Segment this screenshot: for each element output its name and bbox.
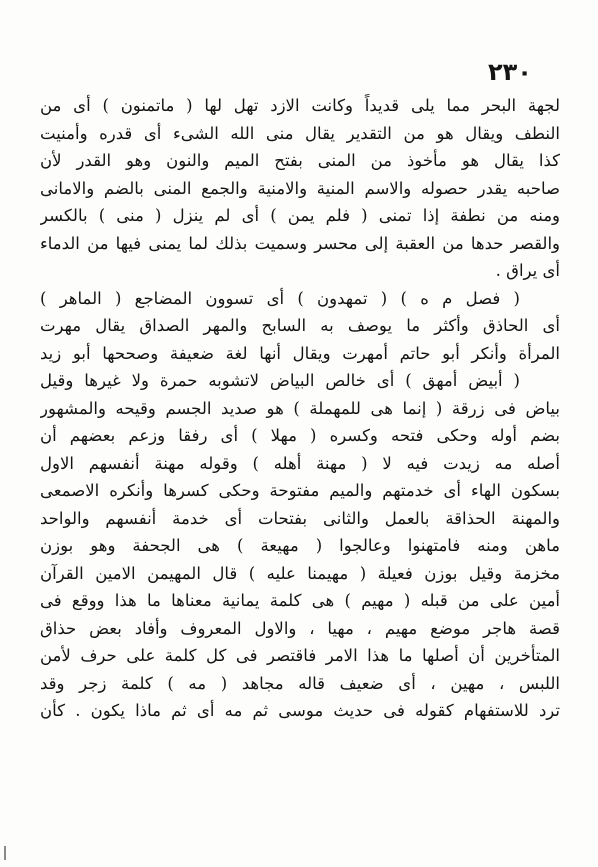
text-line: بياض فى زرقة ( إنما هى للمهملة ) هو صديد الجسم وقيحه والمشهور	[40, 398, 560, 418]
text-line: بضم أوله وحكى فتحه وكسره ( مهلا ) أى رفقا وزعم بعضهم أن	[40, 426, 560, 445]
text-line: صاحبه يقدر حصوله والاسم المنية والامنية والجمع المنى بالضم والامانى	[40, 178, 560, 198]
text-line: لجهة البحر مما يلى قديداً وكانت الازد تهل لها ( ماتمنون ) أى من	[40, 96, 560, 115]
text-line: أمين على من قبله ( مهيم ) هى كلمة يمانية معناها ما هذا ووقع فى	[40, 591, 560, 610]
text-line: النطف ويقال هو من التقدير يقال منى الله الشىء أى قدره وأمنيت	[40, 123, 560, 143]
text-line: ماهن ومنه فامتهنوا وعالجوا ( مهيعة ) هى الجحفة وهو بوزن	[40, 536, 560, 555]
text-line: المرأة وأنكر أبو حاتم أمهرت ويقال أنها لغة ضعيفة وصححها أبو زيد	[40, 343, 560, 363]
text-line: مخزمة وقيل بوزن فعيلة ( مهيمنا عليه ) قال المهيمن الامين القرآن	[40, 563, 560, 583]
text-line: اللبس ، مهين ، أى ضعيف قاله مجاهد ( مه ) كلمة زجر وقد	[40, 673, 560, 693]
text-line: ( أبيض أمهق ) أى خالص البياض لاتشوبه حمرة ولا غيرها وقيل	[40, 371, 520, 390]
page-text	[40, 92, 560, 725]
text-line: والقصر حدها من العقبة إلى محسر وسميت بذلك لما يمنى فيها من الدماء	[40, 233, 560, 253]
section-heading-line: ( فصل م ه ) ( تمهدون ) أى تسوون المضاجع ( الماهر )	[40, 288, 520, 308]
text-line: ومنه من نطفة إذا تمنى ( فلم يمن ) أى لم ينزل ( منى ) بالكسر	[40, 206, 560, 225]
text-line: ترد للاستفهام كقوله فى حديث موسى ثم مه أى ثم ماذا يكون . كأن	[40, 701, 560, 720]
text-line: أصله مه زيدت فيه لا ( مهنة أهله ) وقوله مهنة أنفسهم الاول	[40, 453, 560, 473]
text-line: كذا يقال هو مأخوذ من المنى بفتح الميم والنون وهو القدر لأن	[40, 151, 560, 170]
scan-edge-mark	[4, 846, 6, 860]
text-line: أى يراق .	[495, 261, 560, 280]
text-line: بسكون الهاء أى خدمتهم والميم مفتوحة وحكى كسرها وأنكره الاصمعى	[40, 481, 560, 500]
text-line: قصة هاجر موضع مهيم ، مهيا ، والاول المعروف وأفاد بعض حذاق	[40, 618, 560, 638]
text-line: المتأخرين أن أصلها ما هذا الامر فاقتصر فى كل كلمة على حرف لأمن	[40, 646, 560, 665]
text-line: والمهنة الحذاقة بالعمل والثانى بفتحات أى خدمة أنفسهم والواحد	[40, 508, 560, 528]
text-line: أى الحاذق وأكثر ما يوصف به السابح والمهر الصداق يقال مهرت	[40, 316, 560, 335]
page-number: ٢٣٠	[488, 58, 532, 86]
